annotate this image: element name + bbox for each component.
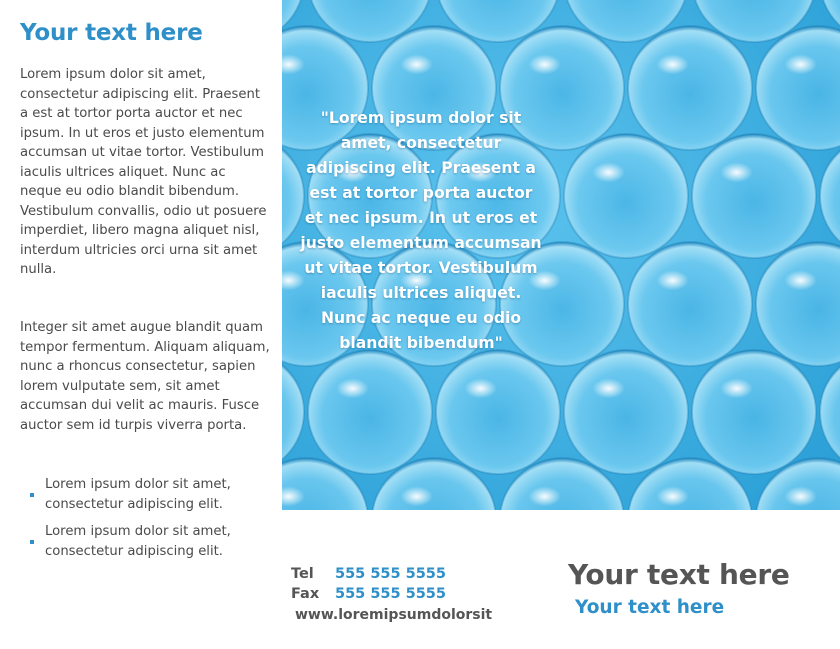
bubble-highlight bbox=[721, 163, 753, 183]
bubble-highlight bbox=[593, 163, 625, 183]
footer-subtitle: Your text here bbox=[575, 597, 725, 618]
left-heading: Your text here bbox=[20, 20, 203, 46]
bullet-text: Lorem ipsum dolor sit amet, consectetur adipiscing elit. bbox=[45, 477, 231, 512]
bubble-highlight bbox=[657, 55, 689, 75]
website-link[interactable]: www.loremipsumdolorsit bbox=[295, 607, 493, 623]
bubble-shape bbox=[628, 26, 752, 150]
body-paragraph-2: Integer sit amet augue blandit quam tempor fermentum. Aliquam aliquam, nunc a rhoncus consectetur, sapien lorem vulputate sem, sit amet accumsan dui velit ac mauris. Fusce auctor sem id turpis viverra porta. bbox=[20, 320, 270, 433]
bubble-highlight bbox=[657, 487, 689, 507]
bubble-shape bbox=[692, 134, 816, 258]
bubble-shape bbox=[436, 350, 560, 474]
bubble-shape bbox=[564, 350, 688, 474]
pull-quote: "Lorem ipsum dolor sit amet, consectetur adipiscing elit. Praesent a est at tortor porta auctor et nec ipsum. In ut eros et justo elementum accumsan ut vitae tortor. Vestibulum iaculis ultrices aliquet. Nunc ac neque eu odio blandit bibendum" bbox=[300, 109, 542, 352]
bullet-square-icon bbox=[30, 540, 34, 544]
tel-number[interactable]: 555 555 5555 bbox=[335, 566, 446, 582]
bubble-highlight bbox=[465, 379, 497, 399]
bubble-shape bbox=[692, 350, 816, 474]
tel-label: Tel bbox=[291, 566, 314, 582]
bubble-highlight bbox=[401, 487, 433, 507]
footer-title: Your text here bbox=[568, 558, 790, 591]
fax-number: 555 555 5555 bbox=[335, 586, 446, 602]
bubble-highlight bbox=[785, 271, 817, 291]
bubble-shape bbox=[628, 242, 752, 366]
bubble-shape bbox=[308, 350, 432, 474]
bubble-highlight bbox=[785, 55, 817, 75]
fax-label: Fax bbox=[291, 586, 320, 602]
bubble-highlight bbox=[785, 487, 817, 507]
bubble-highlight bbox=[593, 379, 625, 399]
bubble-highlight bbox=[401, 55, 433, 75]
bubble-highlight bbox=[657, 271, 689, 291]
bullet-square-icon bbox=[30, 493, 34, 497]
bubble-highlight bbox=[337, 379, 369, 399]
body-paragraph-1: Lorem ipsum dolor sit amet, consectetur adipiscing elit. Praesent a est at tortor porta auctor et nec ipsum. In ut eros et justo elementum accumsan ut vitae tortor. Vestibulum iaculis ultrices aliquet. Nunc ac neque eu odio blandit bibendum. Vestibulum convallis, odio ut posuere imperdiet, libero magna aliquet nisl, interdum ultricies orci urna sit amet nulla. bbox=[20, 67, 267, 277]
left-panel bbox=[0, 0, 282, 649]
bullet-item bbox=[30, 475, 270, 514]
bullet-list bbox=[30, 475, 270, 569]
bullet-item bbox=[30, 522, 270, 561]
bubble-highlight bbox=[721, 379, 753, 399]
bubble-highlight bbox=[529, 487, 561, 507]
bubble-shape bbox=[564, 134, 688, 258]
bullet-text: Lorem ipsum dolor sit amet, consectetur adipiscing elit. bbox=[45, 524, 231, 559]
bubble-highlight bbox=[529, 55, 561, 75]
